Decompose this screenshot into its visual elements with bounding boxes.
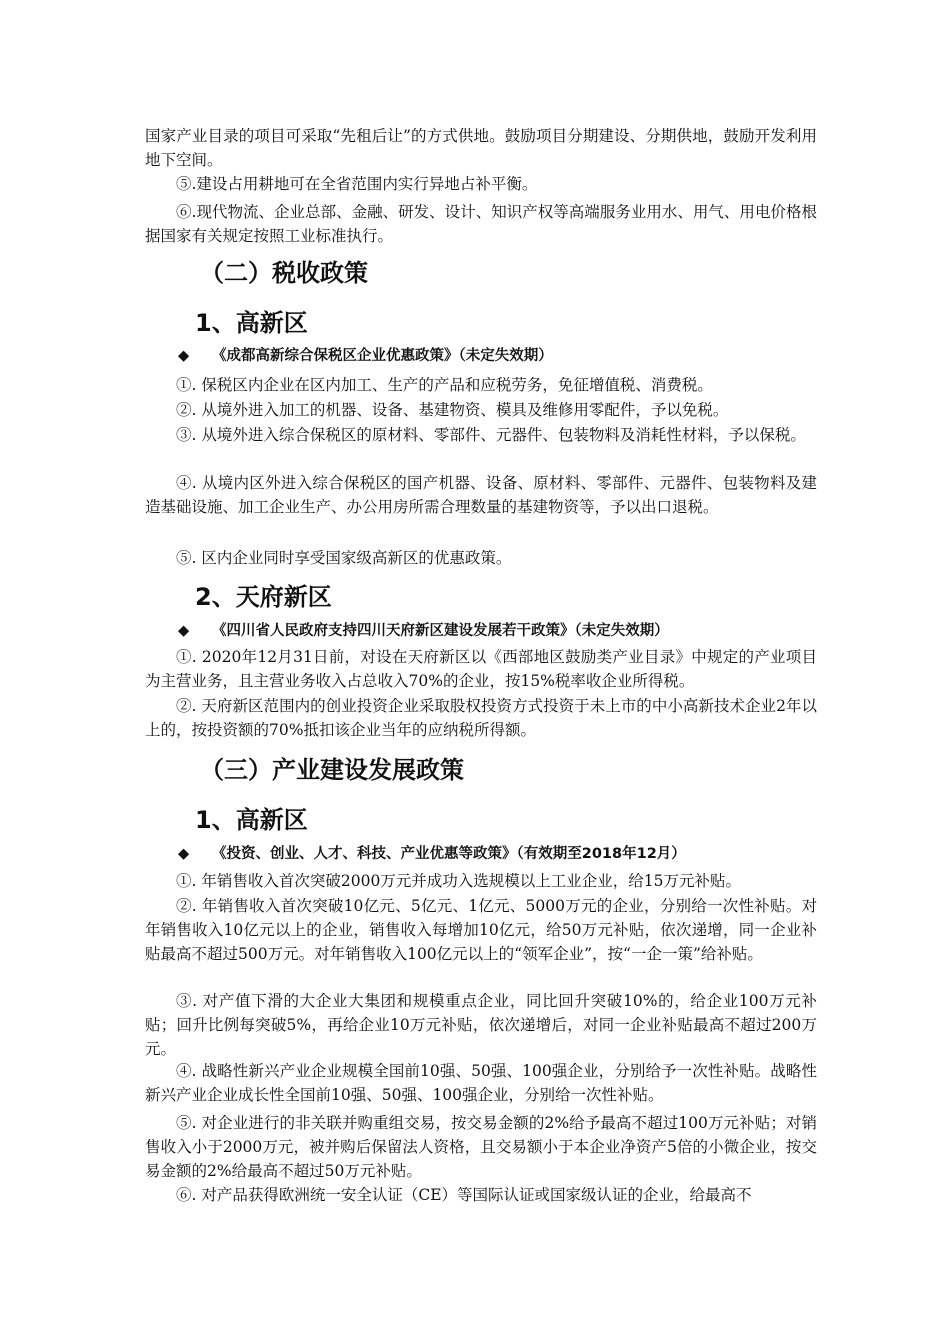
- list-item: ⑥. 对产品获得欧洲统一安全认证（CE）等国际认证或国家级认证的企业，给最高不: [176, 1186, 752, 1204]
- list-item: ⑤. 对企业进行的非关联并购重组交易，按交易金额的2%给予最高不超过100万元补贴；对销售收入小于2000万元，被并购后保留法人资格，且交易额小于本企业净资产5倍的小微企业，按交易金额的2%给最高不超过50万元补贴。: [145, 1114, 817, 1180]
- diamond-bullet-icon: ◆: [178, 846, 190, 862]
- policy-title-bonded-zone: [178, 344, 818, 368]
- list-item: ①. 保税区内企业在区内加工、生产的产品和应税劳务，免征增值税、消费税。: [176, 376, 713, 394]
- policy-title-tianfu: [178, 619, 818, 643]
- diamond-bullet-icon: ◆: [178, 348, 190, 364]
- paragraph-farmland-balance: ⑤.建设占用耕地可在全省范围内实行异地占补平衡。: [176, 175, 538, 193]
- list-item: ①. 年销售收入首次突破2000万元并成功入选规模以上工业企业，给15万元补贴。: [176, 872, 742, 890]
- subsection-heading-gaoxin-tax: 1、高新区: [195, 309, 308, 337]
- policy-title-text: 《成都高新综合保税区企业优惠政策》（未定失效期）: [212, 348, 553, 364]
- subsection-heading-gaoxin-industry: 1、高新区: [195, 806, 308, 834]
- policy-title-text: 《四川省人民政府支持四川天府新区建设发展若干政策》（未定失效期）: [212, 623, 669, 639]
- list-item: ②. 天府新区范围内的创业投资企业采取股权投资方式投资于未上市的中小高新技术企业2年以上的，按投资额的70%抵扣该企业当年的应纳税所得额。: [145, 697, 817, 739]
- list-item: ④. 战略性新兴产业企业规模全国前10强、50强、100强企业，分别给予一次性补贴。战略性新兴产业企业成长性全国前10强、50强、100强企业，分别给一次性补贴。: [145, 1062, 817, 1104]
- list-item: ③. 对产值下滑的大企业大集团和规模重点企业，同比回升突破10%的，给企业100万元补贴；回升比例每突破5%，再给企业10万元补贴，依次递增后，对同一企业补贴最高不超过200万元。: [145, 992, 817, 1058]
- list-item: ⑤. 区内企业同时享受国家级高新区的优惠政策。: [176, 549, 512, 567]
- list-item: ②. 年销售收入首次突破10亿元、5亿元、1亿元、5000万元的企业，分别给一次性补贴。对年销售收入10亿元以上的企业，销售收入每增加10亿元，给50万元补贴，依次递增，同一企业补贴最高不超过500万元。对年销售收入100亿元以上的“领军企业”，按“一企一策”给补贴。: [145, 897, 817, 963]
- section-heading-tax-policy: （二）税收政策: [200, 259, 368, 287]
- list-item: ④. 从境内区外进入综合保税区的国产机器、设备、原材料、零部件、元器件、包装物料及建造基础设施、加工企业生产、办公用房所需合理数量的基建物资等，予以出口退税。: [145, 474, 817, 516]
- paragraph-land-supply: 国家产业目录的项目可采取“先租后让”的方式供地。鼓励项目分期建设、分期供地，鼓励开发利用地下空间。: [145, 127, 817, 169]
- policy-title-investment: [178, 842, 818, 866]
- paragraph-service-utility-price: ⑥.现代物流、企业总部、金融、研发、设计、知识产权等高端服务业用水、用气、用电价格根据国家有关规定按照工业标准执行。: [145, 203, 817, 245]
- list-item: ①. 2020年12月31日前，对设在天府新区以《西部地区鼓励类产业目录》中规定的产业项目为主营业务，且主营业务收入占总收入70%的企业，按15%税率收企业所得税。: [145, 648, 817, 690]
- subsection-heading-tianfu-tax: 2、天府新区: [195, 583, 332, 611]
- list-item: ②. 从境外进入加工的机器、设备、基建物资、模具及维修用零配件，予以免税。: [176, 401, 729, 419]
- list-item: ③. 从境外进入综合保税区的原材料、零部件、元器件、包装物料及消耗性材料，予以保税。: [176, 426, 806, 444]
- policy-title-text: 《投资、创业、人才、科技、产业优惠等政策》（有效期至2018年12月）: [212, 846, 686, 862]
- section-heading-industry-policy: （三）产业建设发展政策: [200, 756, 464, 784]
- diamond-bullet-icon: ◆: [178, 623, 190, 639]
